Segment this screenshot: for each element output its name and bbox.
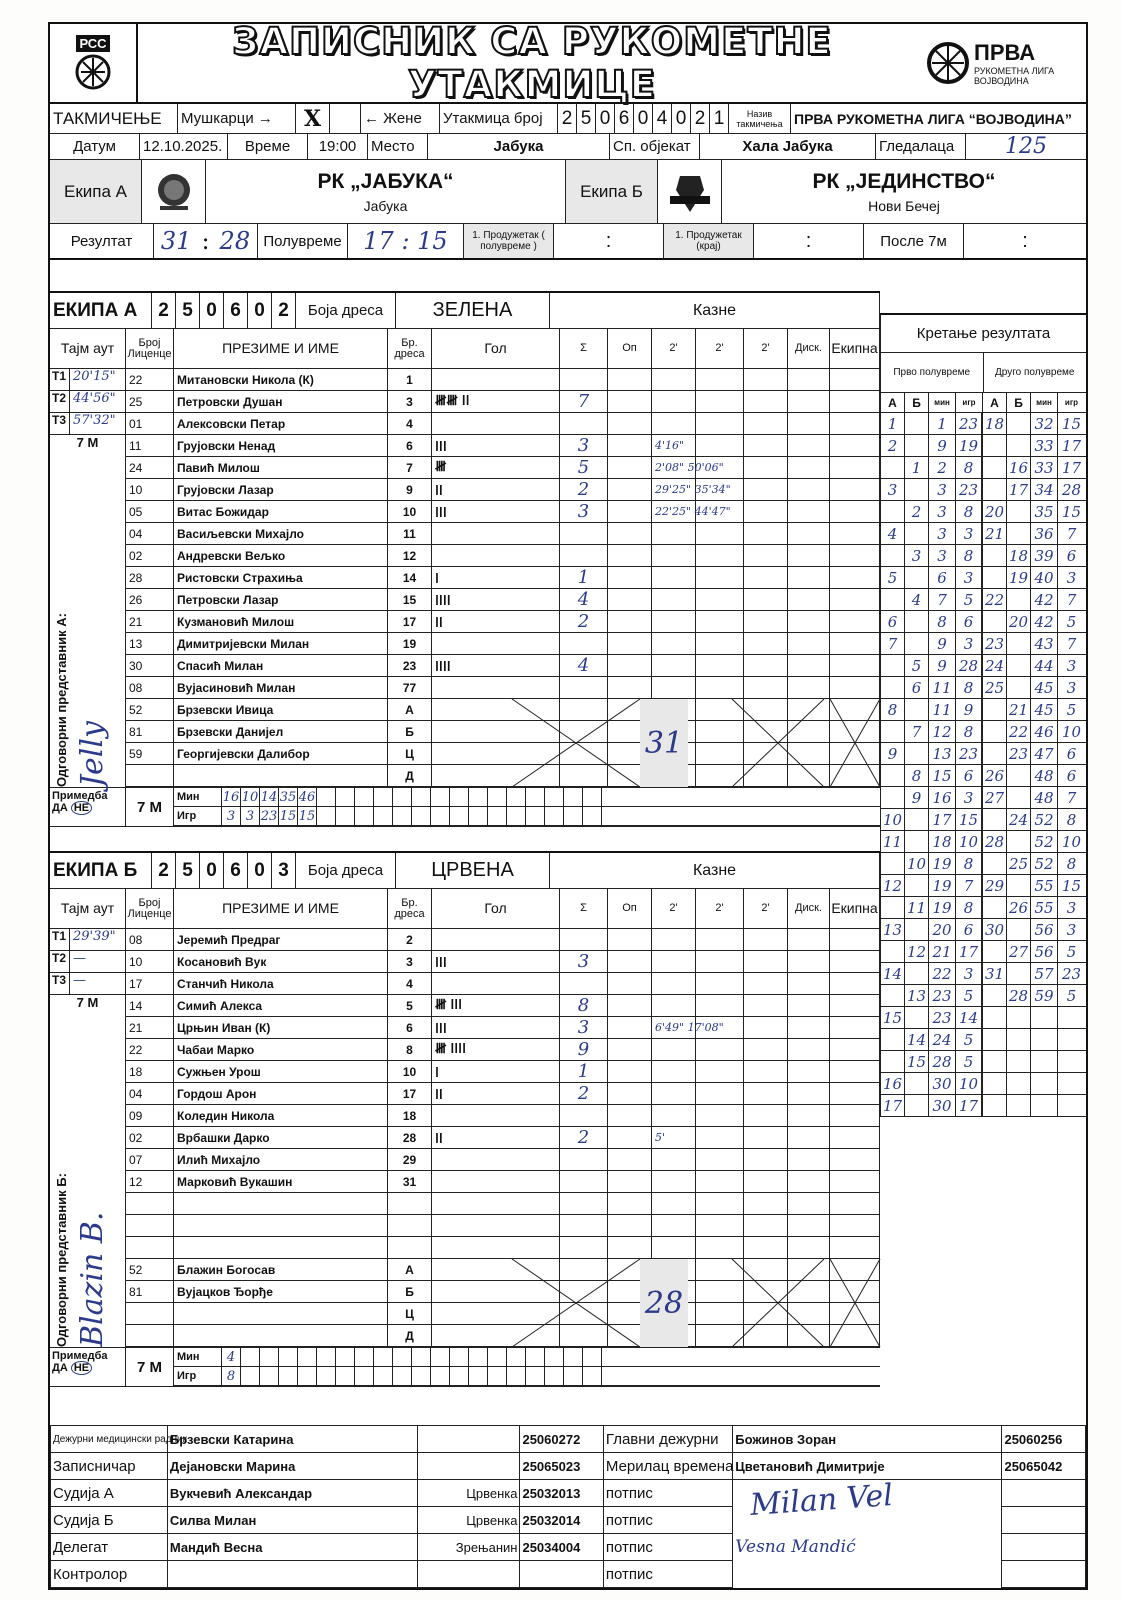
team-a-section: [50, 291, 880, 827]
player-row: 09 Коледин Никола 18: [126, 1105, 880, 1127]
progress-row: 9 16 3 27 48 7: [880, 787, 1086, 809]
player-row: 07 Илић Михајло 29: [126, 1149, 880, 1171]
match-place: Јабука: [428, 134, 610, 159]
player-row: 25 Петровски Душан 3 𝍸𝍸 ǀǀ 7: [126, 391, 880, 413]
officials-table: [50, 1425, 1086, 1588]
player-row: 02 Врбашки Дарко 28 ǀǀ 2 5': [126, 1127, 880, 1149]
player-row: 04 Гордош Арон 17 ǀǀ 2: [126, 1083, 880, 1105]
progress-row: 6 11 8 25 45 3: [880, 677, 1086, 699]
official-row: Судија Б Силва Милан Црвенка 25032014 потпис: [51, 1507, 1086, 1534]
progress-row: 10 19 8 25 52 8: [880, 853, 1086, 875]
progress-row: 14 24 5: [880, 1029, 1086, 1051]
player-row: 14 Симић Алекса 5 𝍸 ǀǀǀ 8: [126, 995, 880, 1017]
player-row: 10 Косановић Вук 3 ǀǀǀ 3: [126, 951, 880, 973]
progress-row: 3 3 23 17 34 28: [880, 479, 1086, 501]
progress-row: 3 3 8 18 39 6: [880, 545, 1086, 567]
player-row: 28 Ристовски Страхиња 14 ǀ 1: [126, 567, 880, 589]
remark-row: Примедба ДА НЕ 7 М Мин 16 10 14 35 46 Игр 3 3 23 15 15: [50, 787, 880, 827]
player-row: 21 Кузмановић Милош 17 ǀǀ 2: [126, 611, 880, 633]
team-a: РК „ЈАБУКА“ Јабука: [206, 160, 566, 223]
player-row: 04 Васиљевски Михајло 11: [126, 523, 880, 545]
player-row: 22 Митановски Никола (К) 1: [126, 369, 880, 391]
team-header: ЕКИПА А 2 5 0 6 0 2 Боја дреса ЗЕЛЕНА Казне: [50, 291, 880, 329]
progress-row: 12 21 17 27 56 5: [880, 941, 1086, 963]
empty-row: [126, 1237, 880, 1259]
player-row: 30 Спасић Милан 23 ǀǀǀǀ 4: [126, 655, 880, 677]
score-progress: Кретање резултата Прво полувреме Друго полувреме А Б мин игр А Б мин игр 1 1 23 18 32 15 2 9 19 33 17 1 2 8 16 33 17 3 3 23 17 34 28 2 3 8 20 35 15 4 3 3 21 36 7 3 3 8 18 39 6 5 6 3 19 40 3 4 7 5 22 42 7 6 8 6 20 42 5 7 9 3 23 43 7 5 9 28 24 44 3 6 11 8 25 45 3 8 11 9 21 45 5 7 12 8 22 46 10 9 13 23 23 47 6 8 15 6 26 48 6 9 16 3 27 48 7 10 17 15 24 52 8 11 18 10 28 52 10 10 19 8 25 52 8 12 19 7 29 55 15 11 19 8 26 55 3 13 20 6 30 56 3 12 21 17 27 56 5 14 22 3 31 57 23 13 23 5 28 59 5 15 23 14 14 24 5 15 28 5 16 30 10 17 30 17: [880, 313, 1086, 1117]
player-row: 26 Петровски Лазар 15 ǀǀǀǀ 4: [126, 589, 880, 611]
official-row: 81 Брзевски Данијел Б: [126, 721, 880, 743]
match-date: 12.10.2025.: [140, 134, 228, 159]
player-row: 17 Станчић Никола 4: [126, 973, 880, 995]
timeouts: T1 29'39" T2 — T3 — 7 М Одговорни представник Б: Blazin B.: [50, 929, 126, 1347]
match-number: 2 5 0 6 0 4 0 2 1: [558, 104, 729, 133]
progress-row: 2 3 8 20 35 15: [880, 501, 1086, 523]
official-row: Д: [126, 1325, 880, 1347]
league-logo: ПРВА РУКОМЕТНА ЛИГА ВОЈВОДИНА: [926, 40, 1086, 86]
progress-row: 1 2 8 16 33 17: [880, 457, 1086, 479]
progress-row: 15 28 5: [880, 1051, 1086, 1073]
team-header: ЕКИПА Б 2 5 0 6 0 3 Боја дреса ЦРВЕНА Казне: [50, 851, 880, 889]
jersey-color: ЗЕЛЕНА: [396, 293, 550, 328]
timeouts: T1 20'15" T2 44'56" T3 57'32" 7 М Одговорни представник А: Jelly: [50, 369, 126, 787]
men-mark: X: [296, 104, 330, 133]
progress-row: 16 30 10: [880, 1073, 1086, 1095]
teams-row: Екипа А РК „ЈАБУКА“ Јабука Екипа Б РК „ЈЕДИНСТВО“ Нови Бечеј: [50, 160, 1086, 224]
team-b: РК „ЈЕДИНСТВО“ Нови Бечеј: [812, 169, 996, 214]
progress-row: 7 12 8 22 46 10: [880, 721, 1086, 743]
progress-row: 15 23 14: [880, 1007, 1086, 1029]
team-b-section: [50, 851, 880, 1387]
header: [50, 20, 1086, 106]
player-row: 10 Грујовски Лазар 9 ǀǀ 2 29'25" 35'34": [126, 479, 880, 501]
player-row: 02 Андревски Вељко 12: [126, 545, 880, 567]
team-total: 31: [640, 699, 688, 787]
match-venue: Хала Јабука: [700, 134, 876, 159]
official-row: Делегат Мандић Весна Зрењанин 25034004 потпис Vesna Mandić: [51, 1534, 1086, 1561]
player-row: 21 Црњин Иван (К) 6 ǀǀǀ 3 6'49" 17'08": [126, 1017, 880, 1039]
official-row: Ц: [126, 1303, 880, 1325]
progress-row: 11 18 10 28 52 10: [880, 831, 1086, 853]
progress-row: 9 13 23 23 47 6: [880, 743, 1086, 765]
date-row: Датум 12.10.2025. Време 19:00 Место Јабука Сп. објекат Хала Јабука Гледалаца 125: [50, 134, 1086, 160]
result-row: Резултат 31 : 28 Полувреме 17 : 15 1. Продужетак ( полувреме ) : 1. Продужетак (крај) : После 7м :: [50, 224, 1086, 260]
official-row: 81 Вујацков Ђорђе Б: [126, 1281, 880, 1303]
official-row: Судија А Вукчевић Александар Црвенка 25032013 потпис: [51, 1480, 1086, 1507]
progress-row: 14 22 3 31 57 23: [880, 963, 1086, 985]
player-row: 18 Сужњен Урош 10 ǀ 1: [126, 1061, 880, 1083]
official-row: Д: [126, 765, 880, 787]
empty-row: [126, 1193, 880, 1215]
final-score: 31 : 28: [154, 224, 258, 258]
player-row: 13 Димитријевски Милан 19: [126, 633, 880, 655]
progress-row: 7 9 3 23 43 7: [880, 633, 1086, 655]
progress-row: 17 30 17: [880, 1095, 1086, 1117]
progress-row: 4 3 3 21 36 7: [880, 523, 1086, 545]
match-time: 19:00: [308, 134, 368, 159]
official-row: Дежурни медицински радник Брзевски Катарина 25060272 Главни дежурни Божинов Зоран 25060256: [51, 1426, 1086, 1453]
progress-row: 4 7 5 22 42 7: [880, 589, 1086, 611]
progress-row: 6 8 6 20 42 5: [880, 611, 1086, 633]
progress-row: 8 11 9 21 45 5: [880, 699, 1086, 721]
scoresheet: [48, 22, 1088, 1590]
official-row: 52 Блажин Богосав А: [126, 1259, 880, 1281]
empty-row: [126, 1215, 880, 1237]
referee-signature: Milan Vel: [748, 1478, 894, 1523]
goal-x-mark: [512, 699, 640, 787]
spectators: 125: [1005, 134, 1047, 159]
remark-row: Примедба ДА НЕ 7 М Мин 4 Игр 8: [50, 1347, 880, 1387]
goal-x-mark: [512, 1259, 640, 1347]
player-row: 22 Чабаи Марко 8 𝍸 ǀǀǀǀ 9: [126, 1039, 880, 1061]
jersey-color: ЦРВЕНА: [396, 853, 550, 888]
column-headers: Тајм аут Број Лиценце ПРЕЗИМЕ И ИМЕ Бр. дреса Гол Σ Оп 2' 2' 2' Диск. Екипна: [50, 329, 880, 369]
penalty-x-mark: [732, 1259, 824, 1347]
team-penalty-x-mark: [830, 699, 880, 787]
progress-row: 5 6 3 19 40 3: [880, 567, 1086, 589]
official-row: Контролор потпис: [51, 1561, 1086, 1588]
page-title: ЗАПИСНИК СА РУКОМЕТНЕ УТАКМИЦЕ: [232, 20, 832, 106]
progress-row: 2 9 19 33 17: [880, 435, 1086, 457]
official-row: 52 Брзевски Ивица А: [126, 699, 880, 721]
competition-name: ПРВА РУКОМЕТНА ЛИГА “ВОЈВОДИНА”: [794, 110, 1072, 127]
half-score: 17 : 15: [348, 224, 464, 258]
team-b-logo: [658, 160, 722, 223]
player-row: 11 Грујовски Ненад 6 ǀǀǀ 3 4'16": [126, 435, 880, 457]
progress-row: 10 17 15 24 52 8: [880, 809, 1086, 831]
competition-row: ТАКМИЧЕЊЕ Мушкарци → X ← Жене Утакмица број 2 5 0 6 0 4 0 2 1 Назив такмичења ПРВА РУКОМЕТНА ЛИГА “ВОЈВОДИНА”: [50, 104, 1086, 134]
player-row: 24 Павић Милош 7 𝍸 5 2'08" 50'06": [126, 457, 880, 479]
progress-row: 1 1 23 18 32 15: [880, 413, 1086, 435]
team-a-logo: [142, 160, 206, 223]
federation-logo: РСС: [50, 24, 138, 102]
column-headers: Тајм аут Број Лиценце ПРЕЗИМЕ И ИМЕ Бр. дреса Гол Σ Оп 2' 2' 2' Диск. Екипна: [50, 889, 880, 929]
penalty-x-mark: [732, 699, 824, 787]
progress-row: 8 15 6 26 48 6: [880, 765, 1086, 787]
team-total: 28: [640, 1259, 688, 1347]
progress-row: 13 23 5 28 59 5: [880, 985, 1086, 1007]
player-row: 01 Алексовски Петар 4: [126, 413, 880, 435]
progress-row: 12 19 7 29 55 15: [880, 875, 1086, 897]
official-row: Записничар Дејановски Марина 25065023 Мерилац времена Цветановић Димитрије 25065042: [51, 1453, 1086, 1480]
player-row: 08 Јеремић Предраг 2: [126, 929, 880, 951]
progress-row: 13 20 6 30 56 3: [880, 919, 1086, 941]
player-row: 05 Витас Божидар 10 ǀǀǀ 3 22'25" 44'47": [126, 501, 880, 523]
player-row: 08 Вујасиновић Милан 77: [126, 677, 880, 699]
player-row: 12 Марковић Вукашин 31: [126, 1171, 880, 1193]
progress-row: 5 9 28 24 44 3: [880, 655, 1086, 677]
official-row: 59 Георгијевски Далибор Ц: [126, 743, 880, 765]
progress-row: 11 19 8 26 55 3: [880, 897, 1086, 919]
team-penalty-x-mark: [830, 1259, 880, 1347]
